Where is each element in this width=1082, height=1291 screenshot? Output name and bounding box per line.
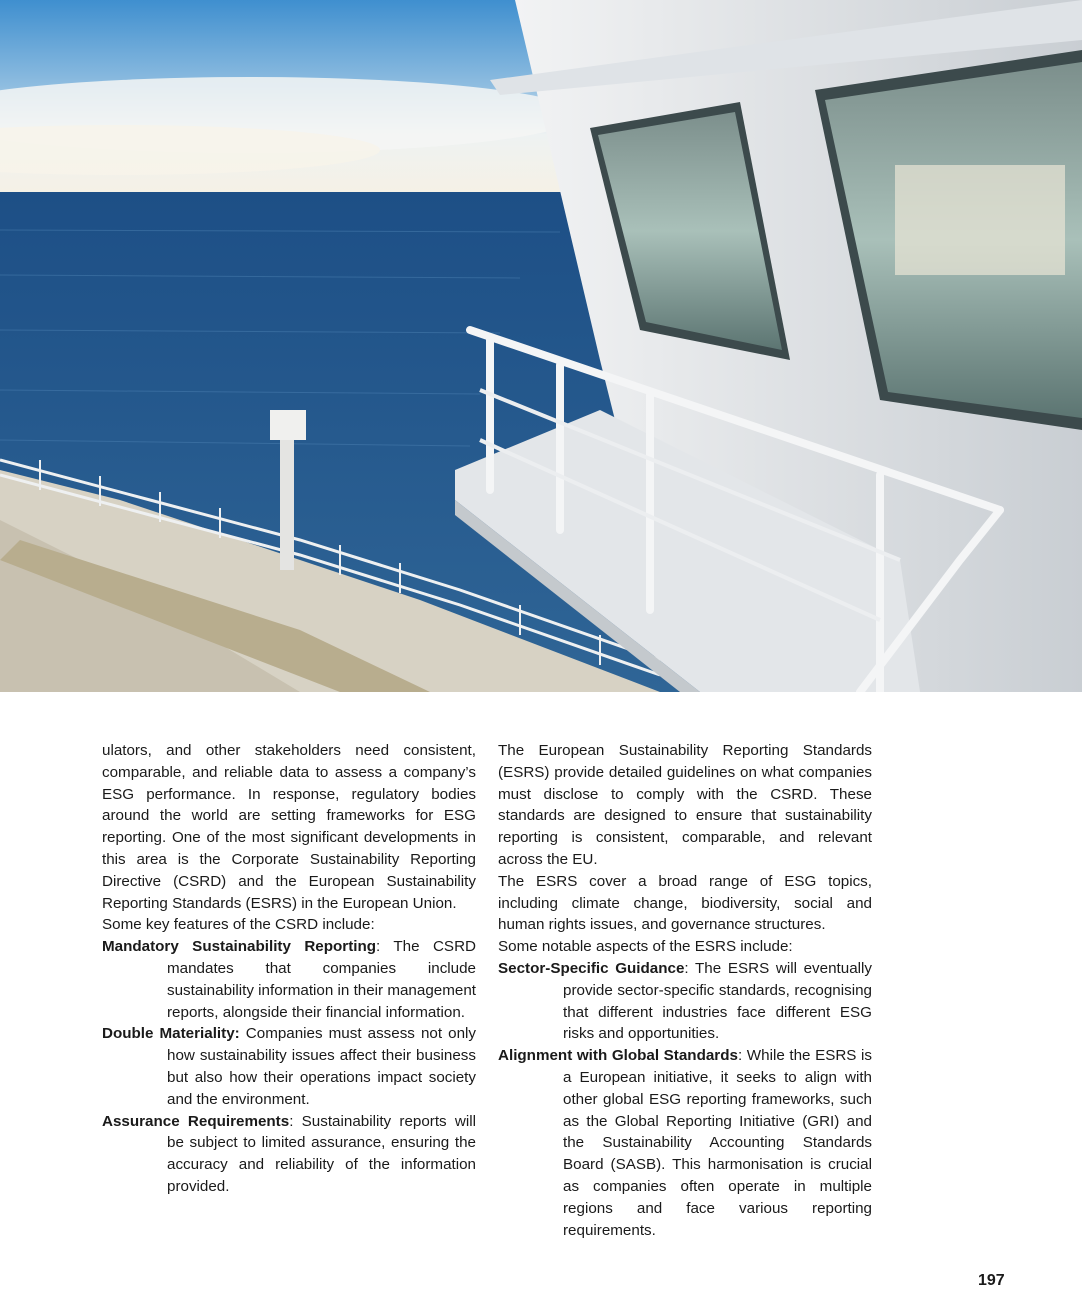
esrs-paragraph: The European Sustainability Reporting Standards (ESRS) provide detailed guidelines on what companies must disclose to comply with the CSRD. These standards are designed to ensure that sustainability reporting is consistent, comparable, and relevant across the EU. <box>498 742 872 868</box>
left-column <box>102 740 476 1198</box>
item-term: Alignment with Global Standards <box>498 1047 738 1065</box>
item-text: The ESRS will eventually provide sector-specific standards, recognising that different industries face different ESG risks and opportunities. <box>563 959 872 1043</box>
esrs-topics-paragraph: The ESRS cover a broad range of ESG topics, including climate change, biodiversity, social and human rights issues, and governance structures. <box>498 872 872 934</box>
item-text: While the ESRS is a European initiative, it seeks to align with other global ESG reporting frameworks, such as the Global Reporting Initiative (GRI) and the Sustainability Accounting Standards Board (SASB). This harmonisation is crucial as companies often operate in multiple regions and face various reporting requirements. <box>563 1047 873 1239</box>
item-term: Sector-Specific Guidance <box>498 959 685 977</box>
right-column <box>498 740 872 1241</box>
page-number: 197 <box>978 1272 1005 1289</box>
item-text: The CSRD mandates that companies include sustainability information in their management reports, alongside their financial information. <box>167 938 477 1021</box>
list-item: Assurance Requirements: Sustainability reports will be subject to limited assurance, ensuring the accuracy and reliability of the information provided. <box>102 1112 476 1195</box>
item-term: Double Materiality: <box>102 1025 240 1043</box>
item-text: Companies must assess not only how sustainability issues affect their business but also how their operations impact society and the environment. <box>167 1025 476 1108</box>
esrs-aspects-lead: Some notable aspects of the ESRS include: <box>498 938 793 956</box>
intro-paragraph: ulators, and other stakeholders need consistent, comparable, and reliable data to assess a company’s ESG performance. In response, regulatory bodies around the world are setting frameworks for ESG reporting. One of the most significant developments in this area is the Corporate Sustainability Reporting Directive (CSRD) and the European Sustainability Reporting Standards (ESRS) in the European Union. <box>102 742 476 912</box>
item-text: Sustainability reports will be subject to limited assurance, ensuring the accuracy and reliability of the information provided. <box>167 1112 476 1195</box>
csrd-features-lead: Some key features of the CSRD include: <box>102 916 375 934</box>
list-item: Sector-Specific Guidance: The ESRS will eventually provide sector-specific standards, recognising that different industries face different ESG risks and opportunities. <box>498 959 872 1043</box>
list-item: Alignment with Global Standards: While the ESRS is a European initiative, it seeks to align with other global ESG reporting frameworks, such as the Global Reporting Initiative (GRI) and the Sustainability Accounting Standards Board (SASB). This harmonisation is crucial as companies often operate in multiple regions and face various reporting requirements. <box>498 1047 873 1239</box>
item-term: Mandatory Sustainability Reporting <box>102 938 377 956</box>
list-item <box>102 1023 476 1110</box>
list-item: Mandatory Sustainability Reporting: The CSRD mandates that companies include sustainability information in their management reports, alongside their financial information. <box>102 938 477 1021</box>
item-term: Assurance Requirements <box>102 1112 290 1130</box>
